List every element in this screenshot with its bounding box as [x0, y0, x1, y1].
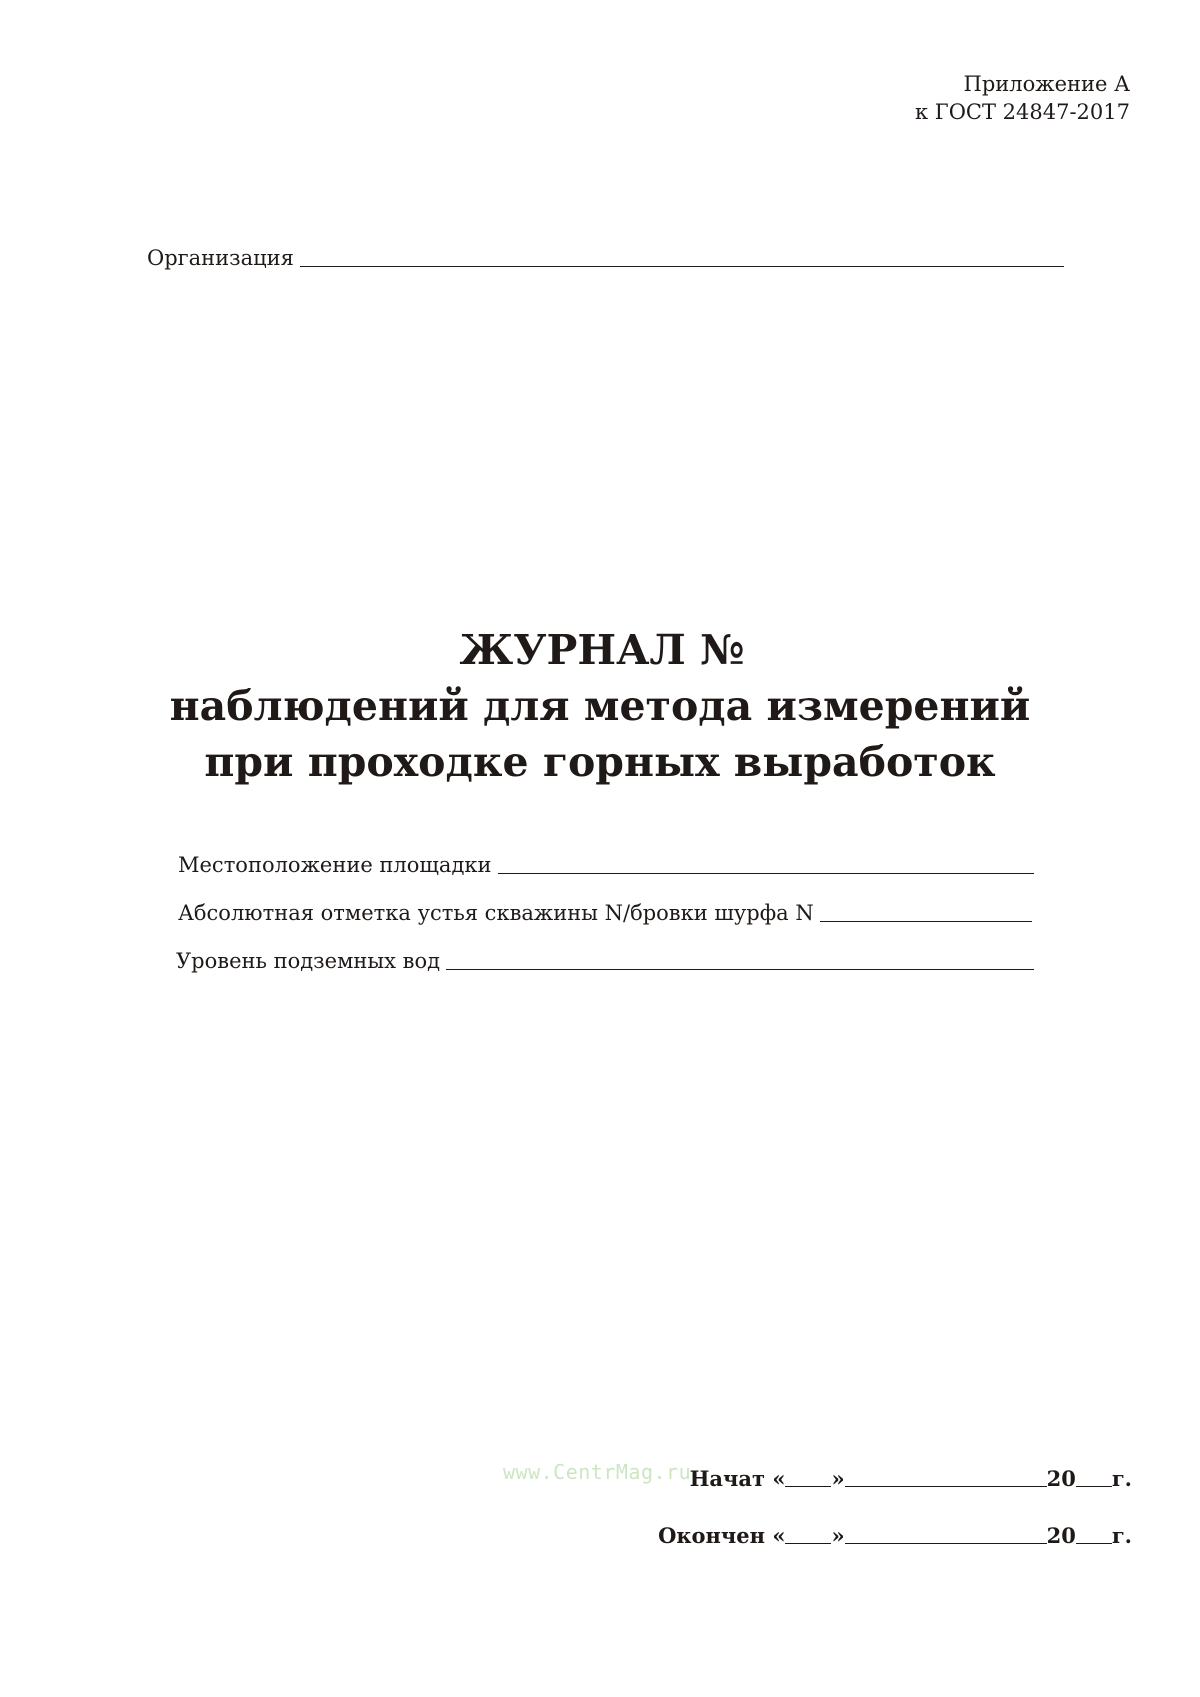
- start-date-label: Начат: [689, 1466, 766, 1491]
- end-day-blank: [785, 1525, 831, 1544]
- end-month-blank: [845, 1525, 1047, 1544]
- organization-label: Организация: [147, 246, 294, 270]
- site-location-blank-line: [498, 853, 1035, 874]
- elevation-field: [178, 900, 1032, 926]
- end-date-label: Окончен: [658, 1523, 766, 1548]
- start-close-quote: »: [831, 1466, 845, 1491]
- start-date-row: [690, 1466, 1132, 1492]
- site-location-label: Местоположение площадки: [178, 853, 492, 877]
- organization-field: [147, 245, 1064, 271]
- start-open-quote: «: [772, 1466, 786, 1491]
- watermark: www.CentrMag.ru: [503, 1460, 692, 1484]
- appendix-line: Приложение А: [963, 72, 1130, 96]
- organization-blank-line: [300, 246, 1064, 267]
- end-open-quote: «: [772, 1523, 786, 1548]
- end-close-quote: »: [831, 1523, 845, 1548]
- end-year-suffix: г.: [1111, 1523, 1132, 1548]
- title-line-excavations: при проходке горных выработок: [204, 738, 996, 786]
- journal-title: [0, 622, 1200, 790]
- start-year-blank: [1076, 1468, 1112, 1487]
- end-date-row: [658, 1523, 1132, 1549]
- start-year-suffix: г.: [1111, 1466, 1132, 1491]
- end-century: 20: [1046, 1523, 1076, 1548]
- standard-reference: к ГОСТ 24847-2017: [914, 100, 1130, 124]
- title-line-observations: наблюдений для метода измерений: [169, 682, 1031, 730]
- start-day-blank: [785, 1468, 831, 1487]
- appendix-note: [915, 70, 1130, 126]
- title-line-journal-number: ЖУРНАЛ №: [459, 626, 745, 674]
- end-year-blank: [1076, 1525, 1112, 1544]
- start-century: 20: [1046, 1466, 1076, 1491]
- start-month-blank: [845, 1468, 1047, 1487]
- elevation-blank-line: [820, 901, 1032, 922]
- groundwater-level-field: [176, 948, 1034, 974]
- site-location-field: [178, 852, 1034, 878]
- groundwater-level-blank-line: [446, 949, 1034, 970]
- elevation-label: Абсолютная отметка устья скважины N/бровки шурфа N: [178, 901, 814, 925]
- groundwater-level-label: Уровень подземных вод: [176, 949, 441, 973]
